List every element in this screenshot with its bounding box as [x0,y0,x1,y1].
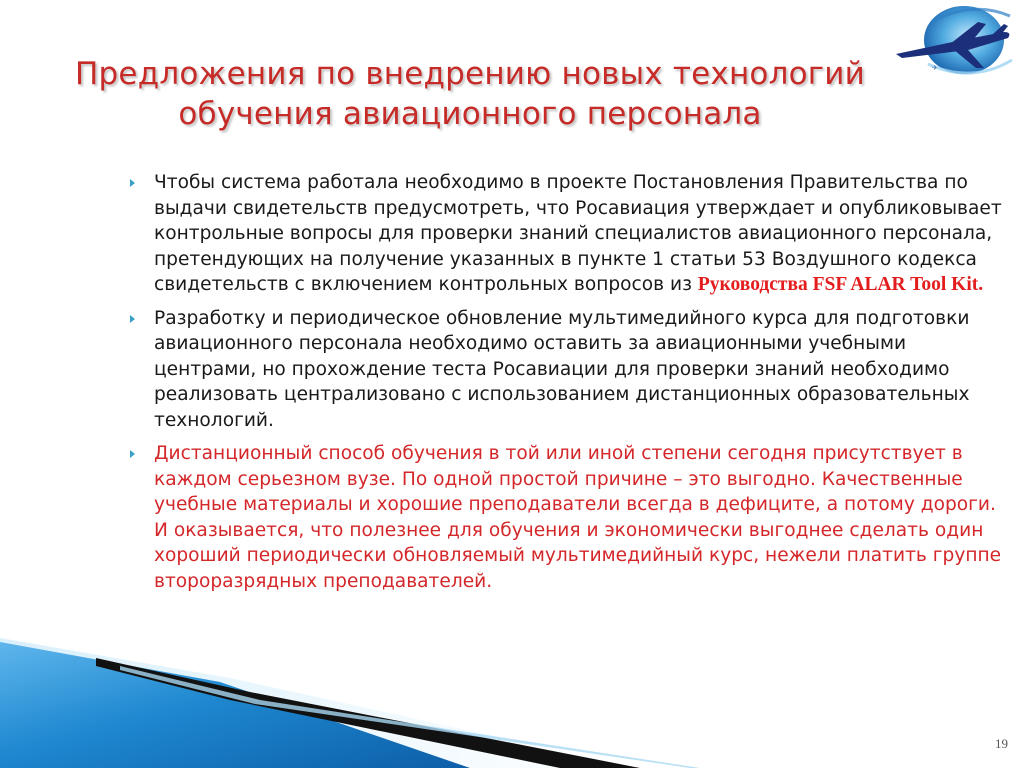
page-number: 19 [995,736,1008,751]
bullet-item-3 [130,441,1010,594]
slide-title-line-1: Предложения по внедрению новых технологий [75,56,865,92]
bullet-marker-icon [130,315,135,323]
bullet-text-3: Дистанционный способ обучения в той или иной степени сегодня присутствует в каждом серьезном вузе. По одной простой причине – это выгодно. Качественные учебные материалы и хорошие преподаватели всегда в дефиците, а потому дороги. И оказывается, что полезнее для обучения и экономически выгоднее сделать один хороший периодически обновляемый мультимедийный курс, нежели платить группе второразрядных преподавателей. [154,443,1002,592]
svg-text:✈: ✈ [932,64,938,72]
slide-title [30,54,910,134]
bullet-text-1: Чтобы система работала необходимо в проекте Постановления Правительства по выдачи свидетельств предусмотреть, что Росавиация утверждает и опубликовывает контрольные вопросы для проверки знаний специалистов авиационного персонала, претендующих на получение указанных в пункте 1 статьи 53 Воздушного кодекса свидетельств с включением контрольных вопросов из [154,172,1002,295]
bullet-text-2: Разработку и периодическое обновление мультимедийного курса для подготовки авиационного персонала необходимо оставить за авиационными учебными центрами, но прохождение теста Росавиации для проверки знаний необходимо реализовать централизовано с использованием дистанционных образовательных технологий. [154,307,970,431]
airplane-globe-icon [892,2,1020,82]
bullet-item-2 [130,306,1010,434]
bullet-emphasis-1: Руководства FSF ALAR Tool Kit. [697,274,984,295]
bullet-marker-icon [130,179,135,187]
decorative-swoosh [0,620,1024,768]
slide-title-line-2: обучения авиационного персонала [178,96,762,132]
bullet-list [130,170,1010,602]
bullet-item-1 [130,170,1010,298]
bullet-marker-icon [130,450,135,458]
